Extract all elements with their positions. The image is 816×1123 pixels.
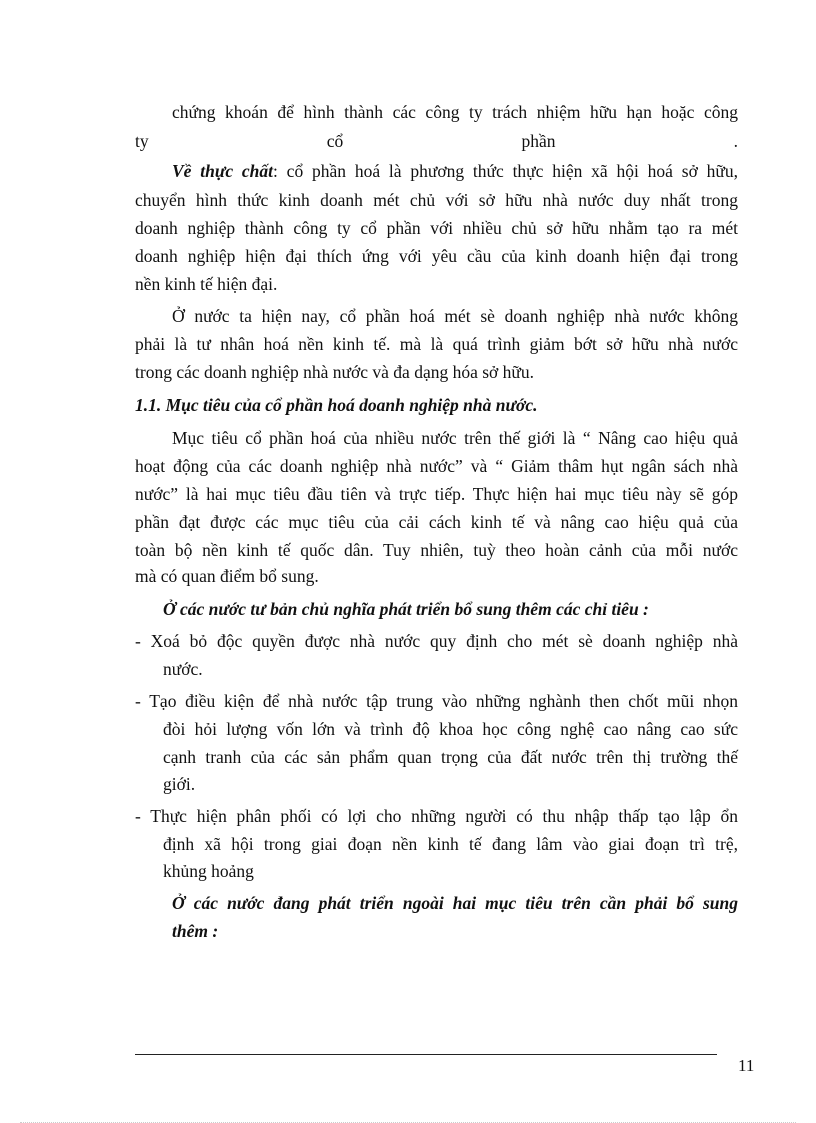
essence-text: : cổ phần hoá là phương thức thực hiện xã hội hoá sở hữu, bbox=[273, 161, 738, 181]
text-line: Ở nước ta hiện nay, cổ phần hoá mét sè doanh nghiệp nhà nước không bbox=[172, 306, 738, 326]
essence-label: Về thực chất bbox=[172, 161, 274, 181]
text-line: phần đạt được các mục tiêu của cải cách kinh tế và nâng cao hiệu quả của bbox=[135, 512, 738, 532]
list-item-cont: định xã hội trong giai đoạn nền kinh tế đang lâm vào giai đoạn trì trệ, bbox=[163, 834, 738, 854]
text-line: doanh nghiệp thành công ty cổ phần với nhiều chủ sở hữu nhằm tạo ra mét bbox=[135, 218, 738, 238]
list-item-cont: giới. bbox=[163, 774, 196, 794]
text-line: nước” là hai mục tiêu đầu tiên và trực tiếp. Thực hiện hai mục tiêu này sẽ góp bbox=[135, 484, 738, 504]
text-line: Mục tiêu cổ phần hoá của nhiều nước trên thế giới là “ Nâng cao hiệu quả bbox=[172, 428, 738, 448]
text-line: doanh nghiệp hiện đại thích ứng với yêu cầu của kinh doanh hiện đại trong bbox=[135, 246, 738, 266]
subheading-developing: Ở các nước đang phát triển ngoài hai mục tiêu trên cần phải bổ sung bbox=[172, 893, 738, 913]
text-line: hoạt động của các doanh nghiệp nhà nước” và “ Giảm thâm hụt ngân sách nhà bbox=[135, 456, 738, 476]
essence-line bbox=[172, 159, 738, 183]
section-heading: 1.1. Mục tiêu của cổ phần hoá doanh nghiệp nhà nước. bbox=[135, 395, 538, 415]
text-line: chuyển hình thức kinh doanh mét chủ với sở hữu nhà nước duy nhất trong bbox=[135, 190, 738, 210]
subheading-capitalist: Ở các nước tư bản chủ nghĩa phát triển bổ sung thêm các chỉ tiêu : bbox=[163, 599, 649, 619]
text-line: trong các doanh nghiệp nhà nước và đa dạng hóa sở hữu. bbox=[135, 362, 535, 382]
text-line: ty cổ phần . bbox=[135, 131, 738, 151]
text-line: chứng khoán để hình thành các công ty trách nhiệm hữu hạn hoặc công bbox=[172, 102, 738, 122]
footer-divider bbox=[135, 1054, 717, 1055]
list-item-cont: cạnh tranh của các sản phẩm quan trọng của đất nước trên thị trường thế bbox=[163, 747, 738, 767]
list-item: - Thực hiện phân phối có lợi cho những người có thu nhập thấp tạo lập ổn bbox=[135, 806, 738, 826]
list-item: - Xoá bỏ độc quyền được nhà nước quy định cho mét sè doanh nghiệp nhà bbox=[135, 631, 738, 651]
page-number: 11 bbox=[738, 1056, 755, 1075]
text-line: mà có quan điểm bổ sung. bbox=[135, 566, 319, 586]
text-line: phải là tư nhân hoá nền kinh tế. mà là quá trình giảm bớt sở hữu nhà nước bbox=[135, 334, 738, 354]
text-line: toàn bộ nền kinh tế quốc dân. Tuy nhiên, tuỳ theo hoàn cảnh của mỗi nước bbox=[135, 540, 738, 560]
list-item: - Tạo điều kiện để nhà nước tập trung vào những nghành then chốt mũi nhọn bbox=[135, 691, 738, 711]
list-item-cont: đòi hỏi lượng vốn lớn và trình độ khoa học công nghệ cao nâng cao sức bbox=[163, 719, 738, 739]
text-line: nền kinh tế hiện đại. bbox=[135, 274, 278, 294]
list-item-cont: nước. bbox=[163, 659, 203, 679]
list-item-cont: khủng hoảng bbox=[163, 861, 254, 881]
subheading-developing-cont: thêm : bbox=[172, 921, 219, 941]
